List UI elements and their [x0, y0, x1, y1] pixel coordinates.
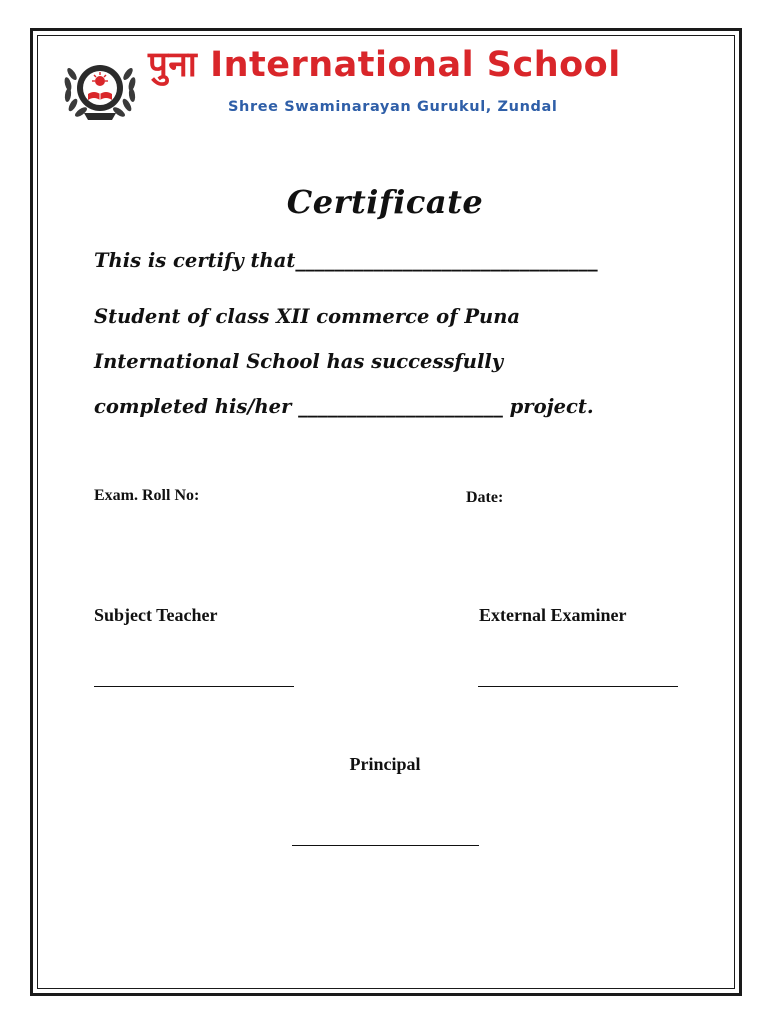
school-subtitle: Shree Swaminarayan Gurukul, Zundal — [228, 99, 558, 115]
school-name-hindi: पुना — [148, 45, 198, 85]
subject-teacher-label: Subject Teacher — [94, 605, 218, 625]
school-success-line: International School has successfully — [94, 350, 504, 373]
external-examiner-label: External Examiner — [479, 605, 627, 625]
project-line: completed his/her _____________________ project. — [94, 395, 594, 418]
certify-line: This is certify that_______________________________ — [94, 249, 598, 272]
principal-signature-line — [292, 845, 479, 846]
school-crest-logo-icon — [60, 50, 140, 124]
school-name-english: International School — [210, 45, 621, 85]
school-name — [148, 45, 621, 85]
exam-roll-label: Exam. Roll No: — [94, 487, 200, 504]
principal-label: Principal — [349, 754, 421, 774]
student-class-line: Student of class XII commerce of Puna — [94, 305, 521, 328]
external-examiner-signature-line — [478, 686, 678, 687]
date-label: Date: — [466, 489, 504, 506]
subject-teacher-signature-line — [94, 686, 294, 687]
certificate-title: Certificate — [286, 183, 484, 221]
